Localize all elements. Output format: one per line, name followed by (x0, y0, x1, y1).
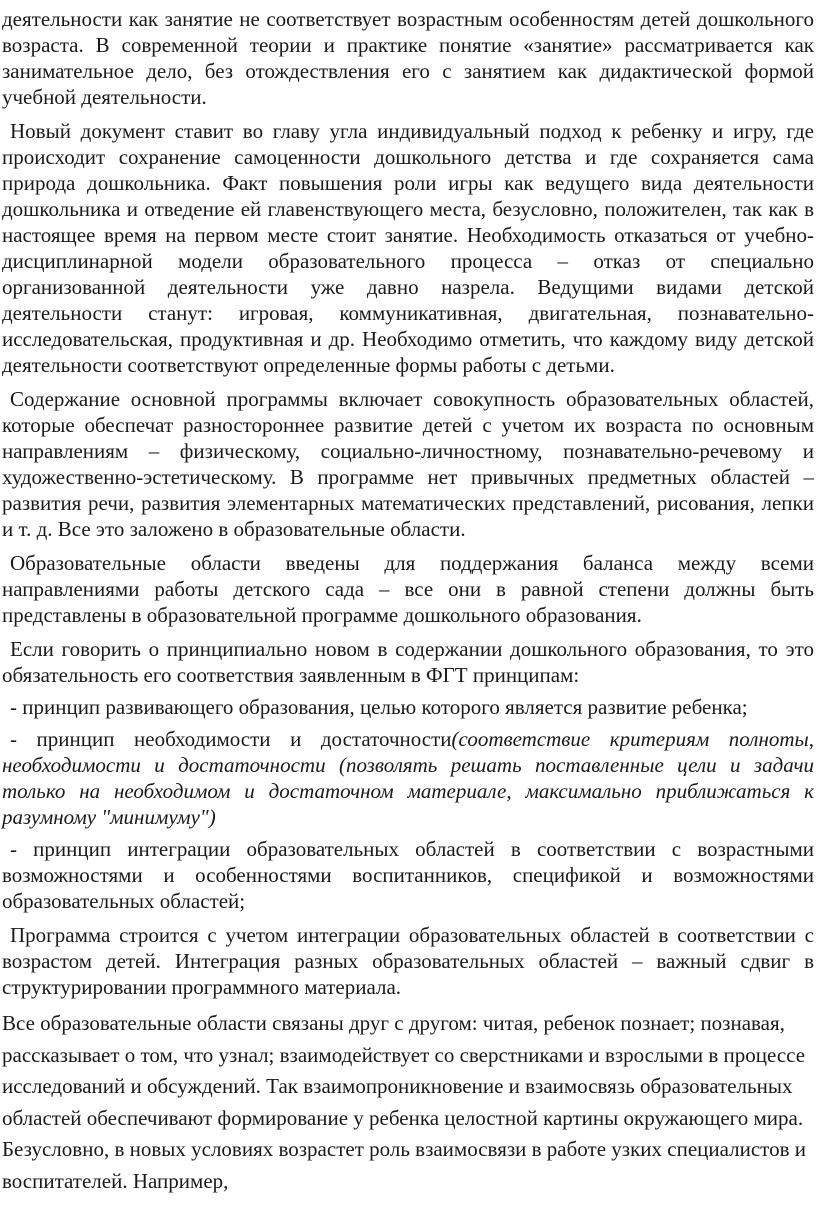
paragraph-intro-continuation: деятельности как занятие не соответствует возрастным особенностям детей дошкольного возраста. В современной теории и практике понятие «занятие» рассматривается как занимательное дело, без отождествления его с занятием как дидактической формой учебной деятельности. (2, 7, 814, 109)
paragraph-educational-areas: Образовательные области введены для поддержания баланса между всеми направлениями работы детского сада – все они в равной степени должны быть представлены в образовательной программе дошкольного образования. (2, 551, 814, 627)
paragraph-areas-connected: Все образовательные области связаны друг с другом: читая, ребенок познает; познавая, рассказывает о том, что узнал; взаимодействует со сверстниками и взрослыми в процессе исследований и обсуждений. Так взаимопроникновение и взаимосвязь образовательных областей обеспечивают формирование у ребенка целостной картины окружающего мира. Безусловно, в новых условиях возрастет роль взаимосвязи в работе узких специалистов и воспитателей. Например, (2, 1011, 806, 1193)
principle-developing-education (2, 694, 814, 720)
principle-text: - принцип необходимости и достаточности (10, 727, 452, 751)
document-page (2, 6, 814, 1205)
principle-integration (2, 836, 814, 914)
principle-necessity-sufficiency (2, 726, 814, 830)
principle-italic-note: (соответствие критериям полноты, необходимости и достаточности (позволять решать поставленные цели и задачи только на необходимом и достаточном материале, максимально приближаться к разумному "минимуму") (2, 727, 814, 829)
paragraph-principles-intro: Если говорить о принципиально новом в содержании дошкольного образования, то это обязательность его соответствия заявленным в ФГТ принципам: (2, 637, 814, 687)
principle-text: - принцип развивающего образования, целью которого является развитие ребенка; (10, 695, 748, 719)
paragraph-program-content: Содержание основной программы включает совокупность образовательных областей, которые обеспечат разностороннее развитие детей с учетом их возраста по основным направлениям – физическому, социально-личностному, познавательно-речевому и художественно-эстетическому. В программе нет привычных предметных областей – развития речи, развития элементарных математических представлений, рисования, лепки и т. д. Все это заложено в образовательные области. (2, 387, 814, 541)
paragraph-new-document: Новый документ ставит во главу угла индивидуальный подход к ребенку и игру, где происходит сохранение самоценности дошкольного детства и где сохраняется сама природа дошкольника. Факт повышения роли игры как ведущего вида деятельности дошкольника и отведение ей главенствующего места, безусловно, положителен, так как в настоящее время на первом месте стоит занятие. Необходимость отказаться от учебно-дисциплинарной модели образовательного процесса – отказ от специально организованной деятельности уже давно назрела. Ведущими видами детской деятельности станут: игровая, коммуникативная, двигательная, познавательно-исследовательская, продуктивная и др. Необходимо отметить, что каждому виду детской деятельности соответствуют определенные формы работы с детьми. (2, 119, 814, 377)
paragraph-program-integration: Программа строится с учетом интеграции образовательных областей в соответствии с возрастом детей. Интеграция разных образовательных областей – важный сдвиг в структурировании программного материала. (2, 923, 814, 999)
principle-text: - принцип интеграции образовательных областей в соответствии с возрастными возможностями и особенностями воспитанников, спецификой и возможностями образовательных областей; (2, 837, 814, 913)
